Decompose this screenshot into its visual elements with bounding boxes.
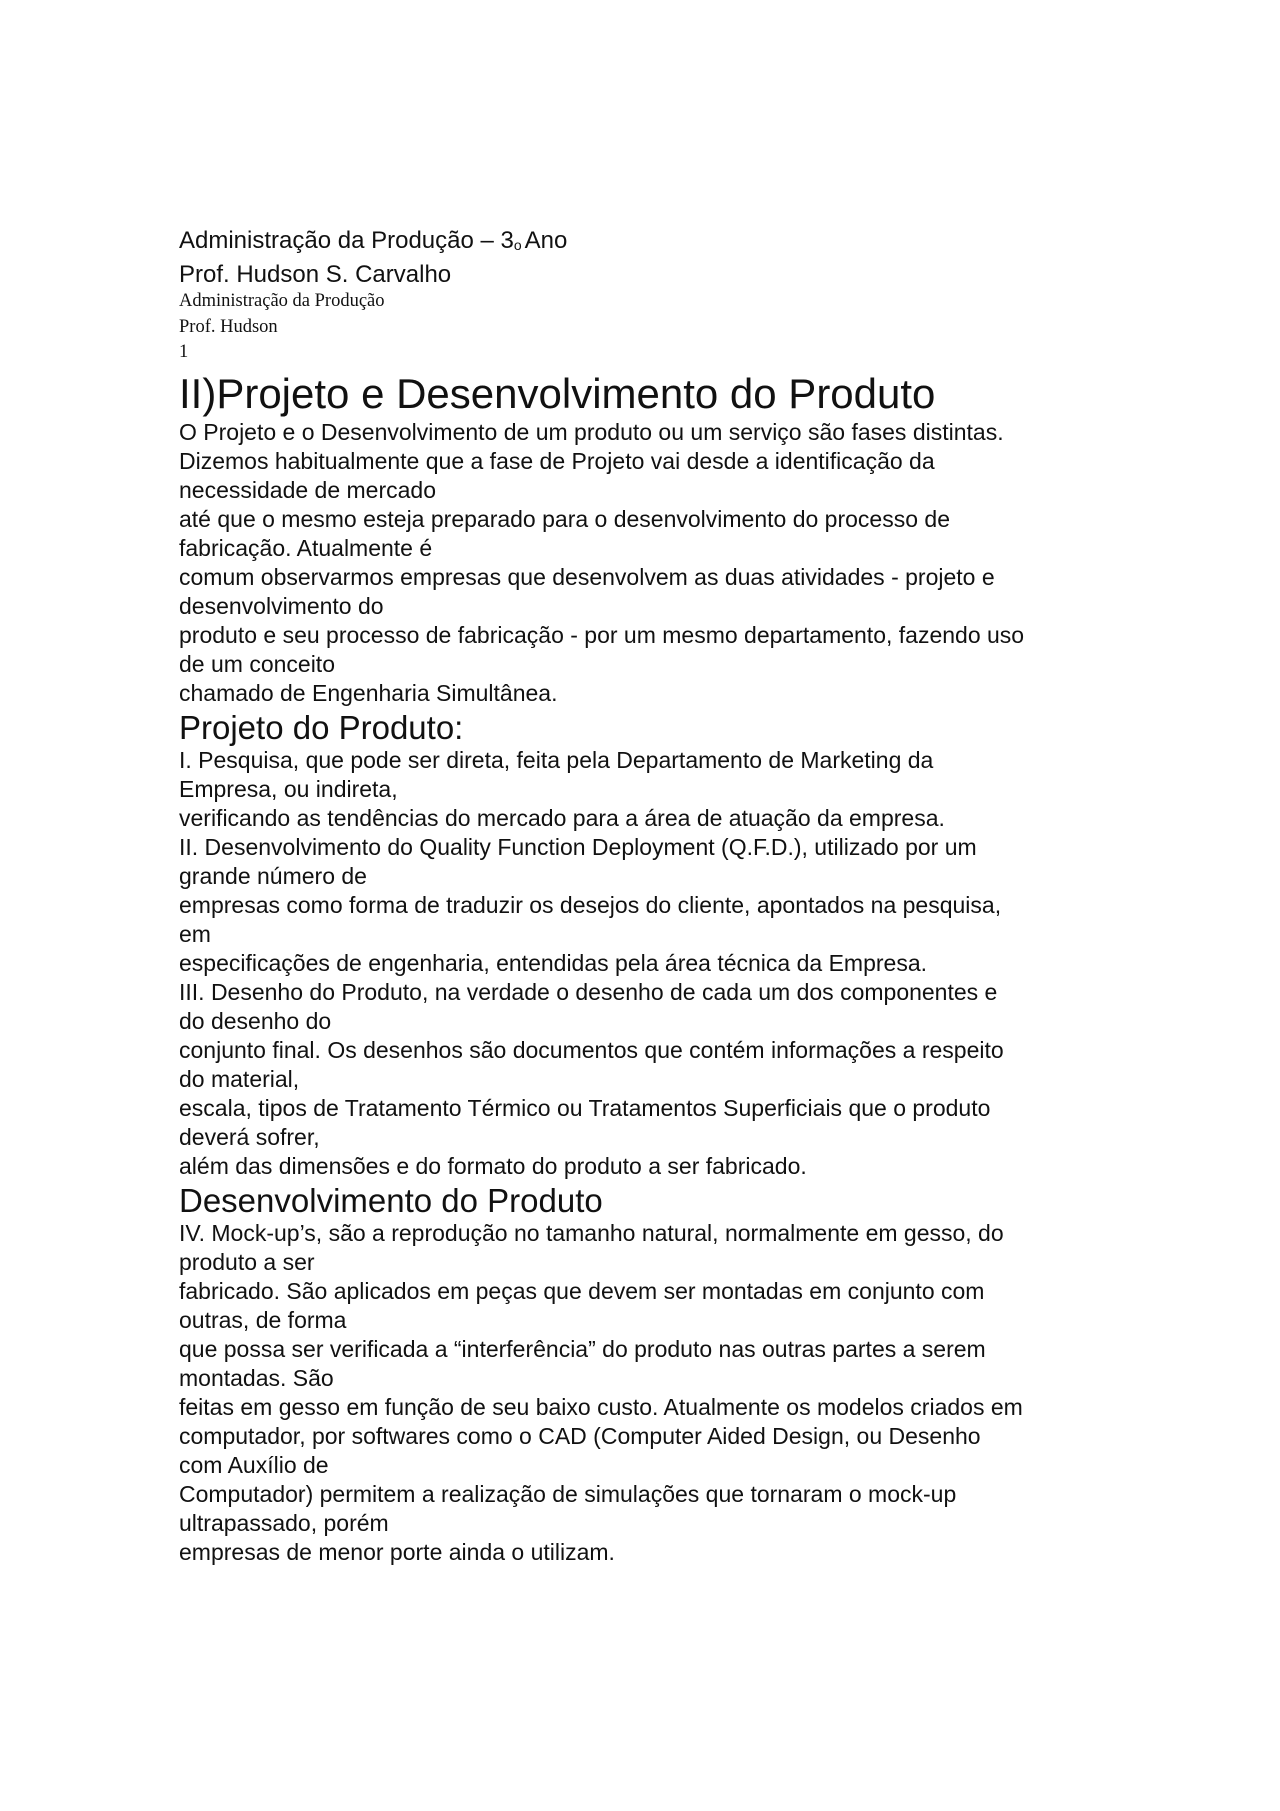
course-year-superscript: o [513,237,522,253]
text-line: Empresa, ou indireta, [179,775,398,802]
course-header [179,226,1119,260]
text-line: outras, de forma [179,1306,347,1333]
projeto-heading: Projeto do Produto: [179,708,464,746]
text-line: comum observarmos empresas que desenvolvem as duas atividades - projeto e [179,563,995,590]
text-line: chamado de Engenharia Simultânea. [179,679,558,706]
text-line: feitas em gesso em função de seu baixo custo. Atualmente os modelos criados em [179,1393,1023,1420]
page-number: 1 [179,342,189,362]
section-title: II)Projeto e Desenvolvimento do Produto [179,369,936,417]
text-line: Dizemos habitualmente que a fase de Projeto vai desde a identificação da [179,447,935,474]
projeto-section [179,746,1119,1181]
text-line: montadas. São [179,1364,334,1391]
text-line: escala, tipos de Tratamento Térmico ou Tratamentos Superficiais que o produto [179,1094,991,1121]
text-line: conjunto final. Os desenhos são documentos que contém informações a respeito [179,1036,1004,1063]
text-line: com Auxílio de [179,1451,329,1478]
text-line: especificações de engenharia, entendidas pela área técnica da Empresa. [179,949,927,976]
text-line: empresas como forma de traduzir os desejos do cliente, apontados na pesquisa, [179,891,1002,918]
text-line: até que o mesmo esteja preparado para o desenvolvimento do processo de [179,505,950,532]
course-title: Administração da Produção – 3 [179,227,514,254]
intro-paragraph [179,418,1119,708]
teacher-name: Prof. Hudson S. Carvalho [179,261,452,288]
text-line: necessidade de mercado [179,476,436,503]
text-line: IV. Mock-up’s, são a reprodução no tamanho natural, normalmente em gesso, do [179,1219,1004,1246]
course-year-suffix: Ano [524,227,568,254]
text-line: Computador) permitem a realização de simulações que tornaram o mock-up [179,1480,957,1507]
text-line: desenvolvimento do [179,592,384,619]
text-line: deverá sofrer, [179,1123,320,1150]
text-line: produto e seu processo de fabricação - por um mesmo departamento, fazendo uso [179,621,1025,648]
text-line: computador, por softwares como o CAD (Computer Aided Design, ou Desenho [179,1422,981,1449]
text-line: de um conceito [179,650,335,677]
desenvolvimento-heading: Desenvolvimento do Produto [179,1181,603,1219]
running-header-course: Administração da Produção [179,291,385,311]
text-line: que possa ser verificada a “interferência” do produto nas outras partes a serem [179,1335,986,1362]
text-line: fabricação. Atualmente é [179,534,433,561]
text-line: além das dimensões e do formato do produto a ser fabricado. [179,1152,807,1179]
text-line: verificando as tendências do mercado para a área de atuação da empresa. [179,804,945,831]
text-line: do desenho do [179,1007,332,1034]
text-line: fabricado. São aplicados em peças que devem ser montadas em conjunto com [179,1277,985,1304]
text-line: O Projeto e o Desenvolvimento de um produto ou um serviço são fases distintas. [179,418,1004,445]
text-line: produto a ser [179,1248,315,1275]
text-line: ultrapassado, porém [179,1509,389,1536]
text-line: II. Desenvolvimento do Quality Function Deployment (Q.F.D.), utilizado por um [179,833,977,860]
text-line: do material, [179,1065,300,1092]
text-line: empresas de menor porte ainda o utilizam. [179,1538,615,1565]
text-line: I. Pesquisa, que pode ser direta, feita pela Departamento de Marketing da [179,746,934,773]
desenvolvimento-section [179,1219,1119,1567]
text-line: grande número de [179,862,367,889]
running-header-teacher: Prof. Hudson [179,316,278,337]
page-content [179,226,1119,1567]
text-line: em [179,920,211,947]
text-line: III. Desenho do Produto, na verdade o desenho de cada um dos componentes e [179,978,998,1005]
